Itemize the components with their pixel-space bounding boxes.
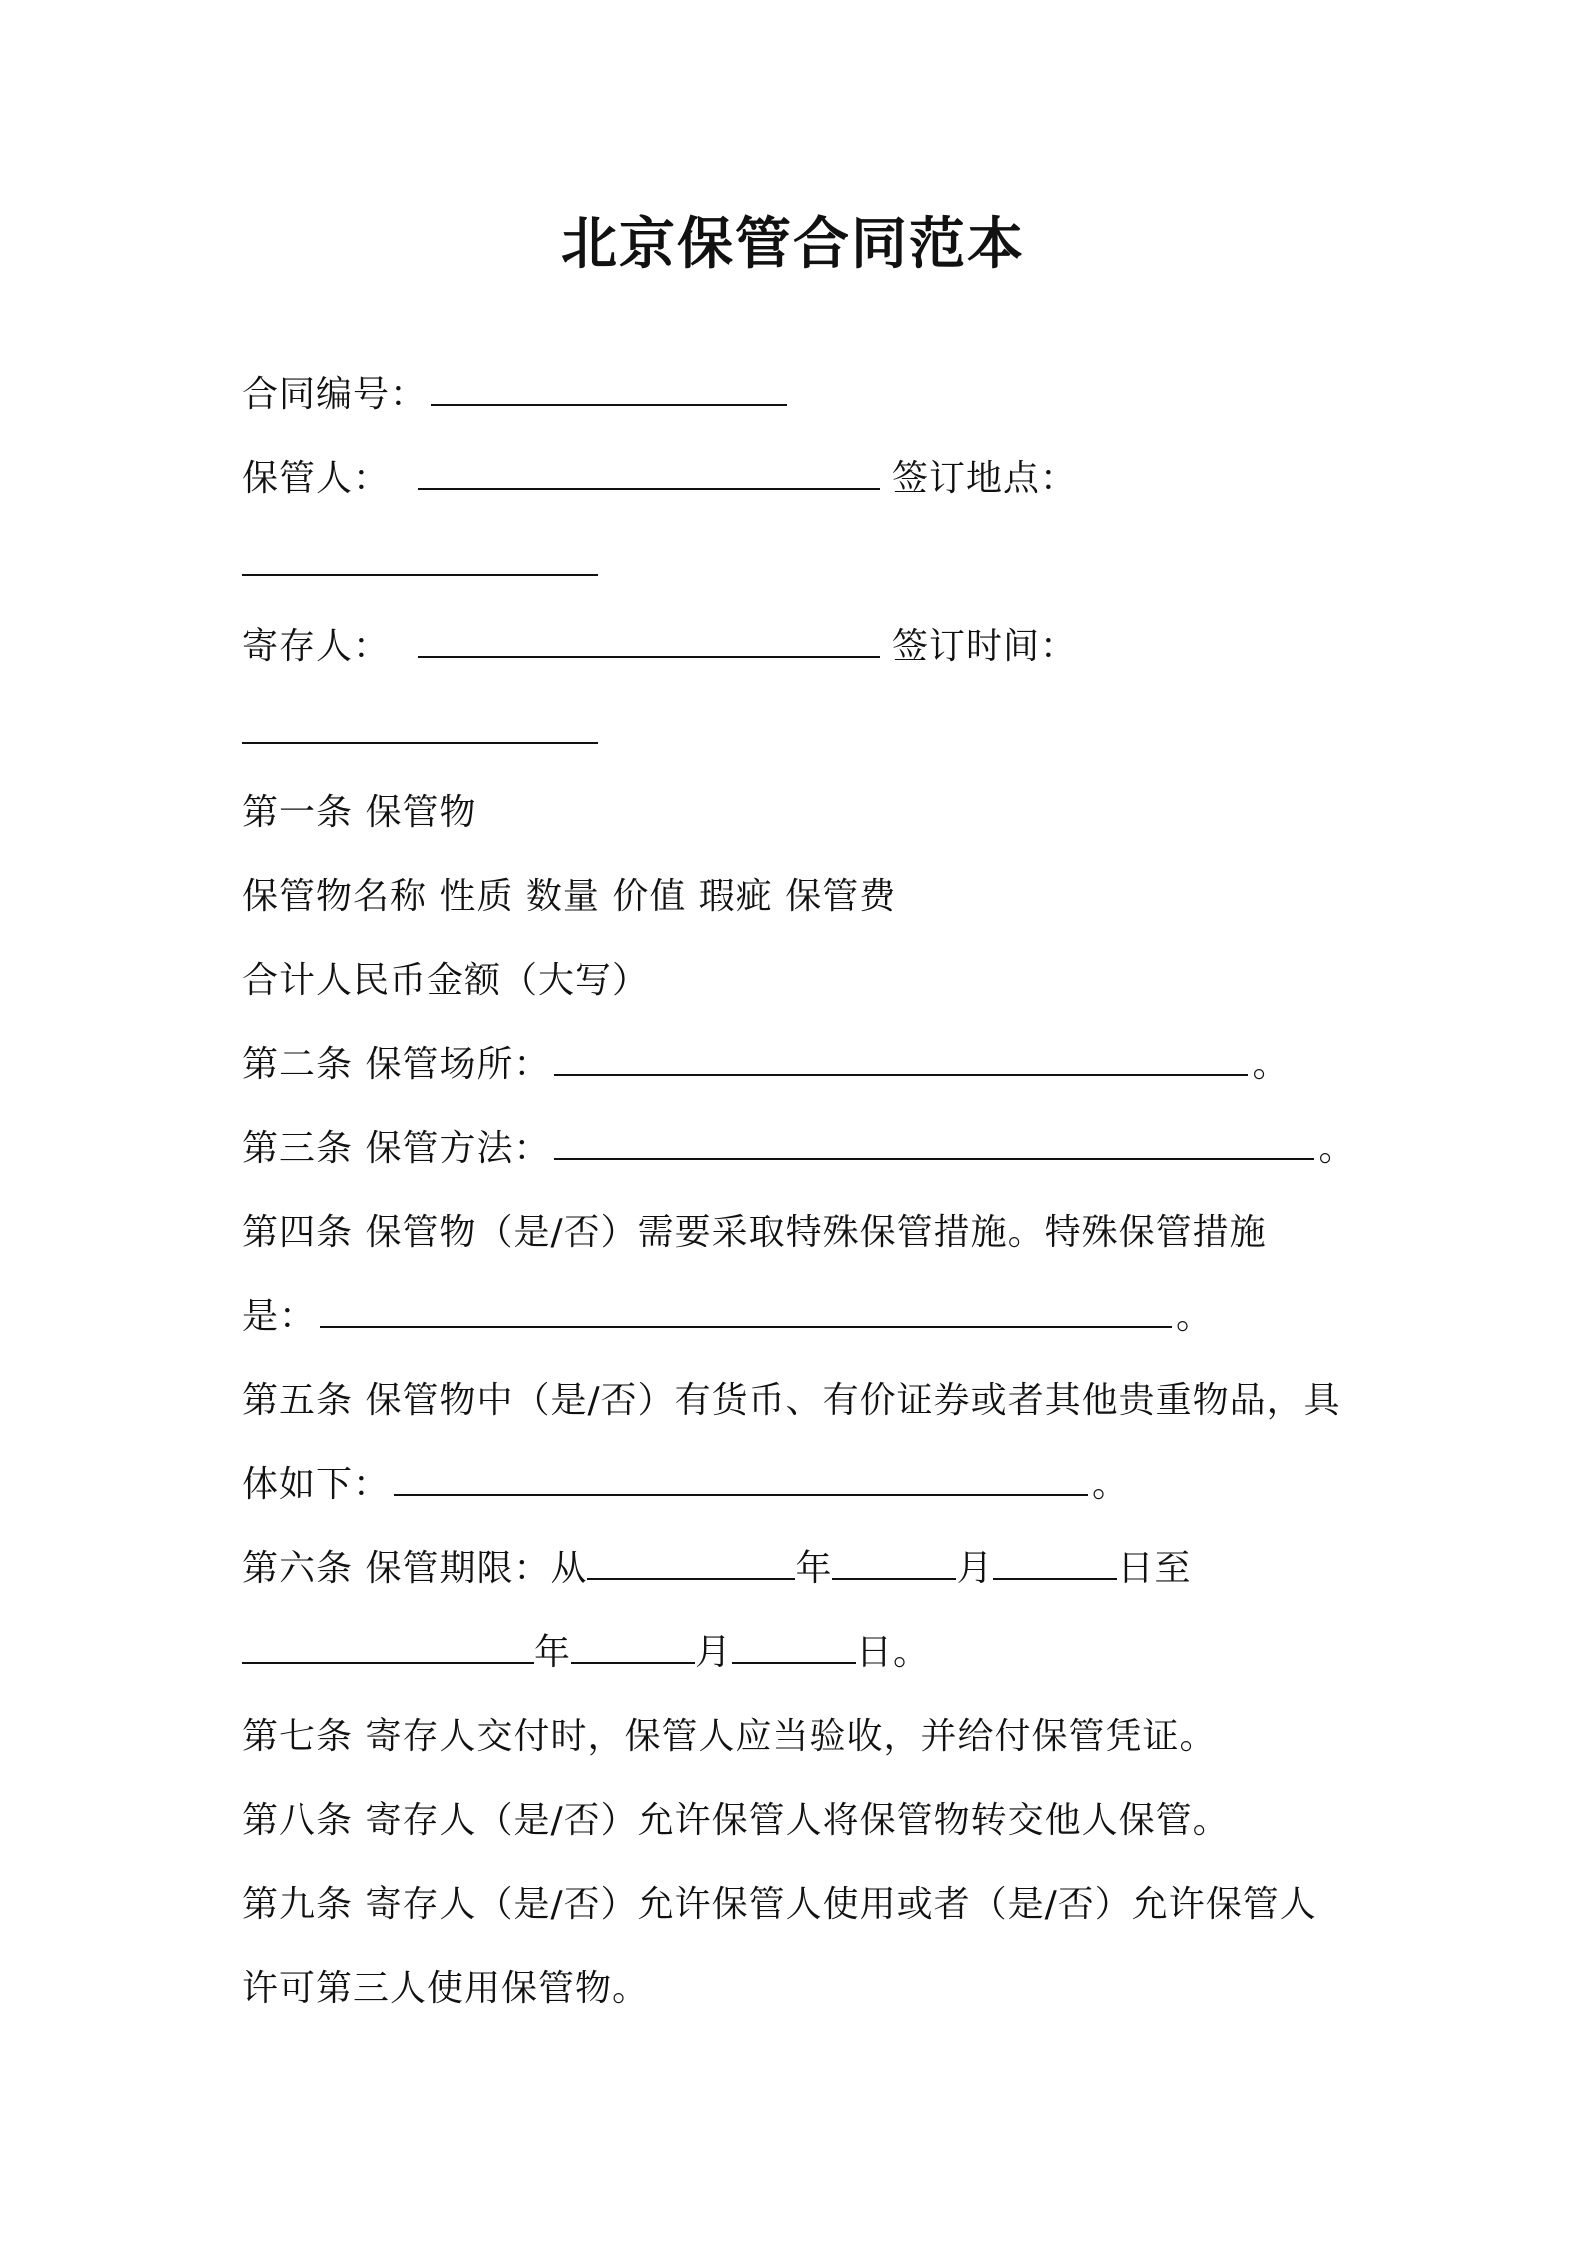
depositor-label: 寄存人：	[242, 626, 391, 667]
article-5-cont-label: 体如下：	[242, 1464, 391, 1505]
custodian-label: 保管人：	[242, 458, 391, 499]
sign-time-row	[242, 708, 602, 758]
article-1-heading: 第一条 保管物	[242, 792, 477, 833]
article-7: 第七条 寄存人交付时，保管人应当验收，并给付保管凭证。	[242, 1716, 1217, 1757]
custodian-blank[interactable]	[418, 454, 880, 490]
article-2-period: 。	[1252, 1044, 1290, 1085]
article-5-period: 。	[1092, 1464, 1130, 1505]
depositor-row	[242, 622, 1077, 672]
article-4-text: 第四条 保管物（是/否）需要采取特殊保管措施。特殊保管措施	[242, 1212, 1267, 1253]
article-5-cont-row	[242, 1460, 1129, 1510]
end-month-label: 月	[695, 1632, 733, 1673]
article-2-row	[242, 1040, 1289, 1090]
article-3-row	[242, 1124, 1355, 1174]
article-4-period: 。	[1176, 1296, 1214, 1337]
end-day-label: 日。	[856, 1632, 931, 1673]
depositor-blank[interactable]	[418, 622, 880, 658]
start-month-label: 月	[956, 1548, 994, 1589]
article-3-label: 第三条 保管方法：	[242, 1128, 551, 1169]
article-8: 第八条 寄存人（是/否）允许保管人将保管物转交他人保管。	[242, 1800, 1230, 1841]
valuables-blank[interactable]	[394, 1460, 1088, 1496]
end-month-blank[interactable]	[571, 1628, 695, 1664]
sign-time-label: 签订时间：	[892, 626, 1078, 667]
end-day-blank[interactable]	[732, 1628, 856, 1664]
custodian-row	[242, 454, 1077, 504]
start-year-label: 年	[795, 1548, 833, 1589]
end-year-blank[interactable]	[242, 1628, 534, 1664]
article-3-period: 。	[1318, 1128, 1356, 1169]
article-6-row	[242, 1544, 1192, 1594]
start-year-blank[interactable]	[587, 1544, 795, 1580]
article-9-line-1: 第九条 寄存人（是/否）允许保管人使用或者（是/否）允许保管人	[242, 1884, 1317, 1925]
storage-place-blank[interactable]	[554, 1040, 1248, 1076]
article-5-text: 第五条 保管物中（是/否）有货币、有价证券或者其他贵重物品，具	[242, 1380, 1341, 1421]
page-title: 北京保管合同范本	[561, 212, 1025, 277]
special-measures-blank[interactable]	[320, 1292, 1172, 1328]
sign-place-blank[interactable]	[242, 540, 598, 576]
start-month-blank[interactable]	[832, 1544, 956, 1580]
article-1-total: 合计人民币金额（大写）	[242, 960, 650, 1001]
sign-place-row	[242, 540, 602, 590]
article-6-label: 第六条 保管期限：从	[242, 1548, 588, 1589]
article-4-cont-label: 是：	[242, 1296, 317, 1337]
article-2-label: 第二条 保管场所：	[242, 1044, 551, 1085]
sign-time-blank[interactable]	[242, 708, 598, 744]
contract-number-row	[242, 370, 791, 420]
article-1-columns: 保管物名称 性质 数量 价值 瑕疵 保管费	[242, 876, 897, 917]
contract-number-label: 合同编号：	[242, 374, 428, 415]
start-day-blank[interactable]	[993, 1544, 1117, 1580]
contract-number-blank[interactable]	[431, 370, 787, 406]
article-9-line-2: 许可第三人使用保管物。	[242, 1968, 650, 2009]
storage-method-blank[interactable]	[554, 1124, 1314, 1160]
article-4-cont-row	[242, 1292, 1213, 1342]
sign-place-label: 签订地点：	[892, 458, 1078, 499]
start-day-label: 日至	[1117, 1548, 1192, 1589]
article-6-cont-row	[242, 1628, 930, 1678]
end-year-label: 年	[534, 1632, 572, 1673]
